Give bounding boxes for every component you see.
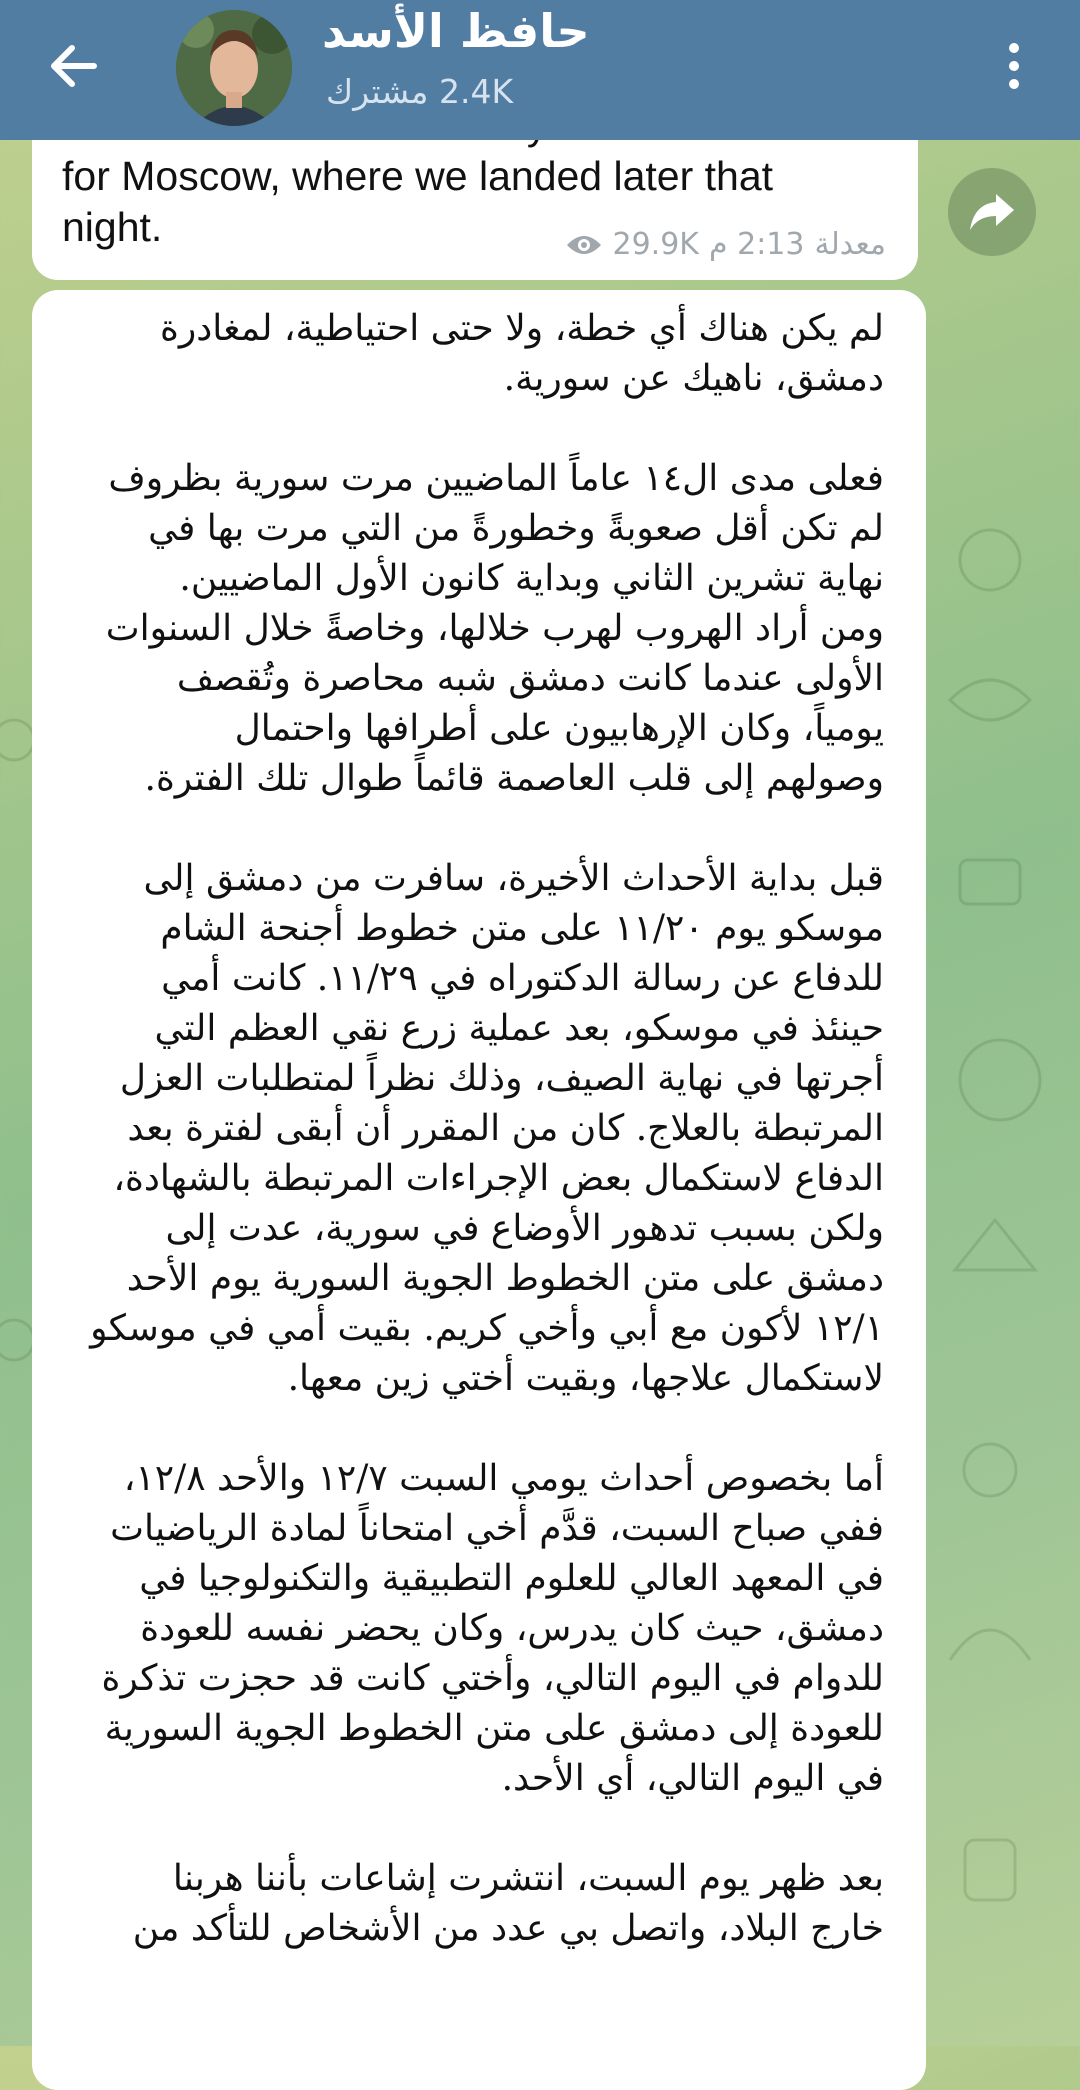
message-meta (565, 227, 887, 262)
message-line: night. (62, 204, 163, 250)
arrow-left-icon[interactable] (42, 34, 106, 98)
more-vertical-icon[interactable] (996, 34, 1032, 98)
message-line: وصولهم إلى قلب العاصمة قائماً طوال تلك الفترة. (144, 758, 884, 799)
channel-avatar[interactable] (176, 10, 292, 126)
message-line: لاستكمال علاجها، وبقيت أختي زين معها. (287, 1358, 884, 1399)
message-text (54, 304, 884, 2004)
message-line: دمشق، ناهيك عن سورية. (503, 358, 884, 399)
view-count: 29.9K (612, 227, 699, 262)
share-button[interactable] (948, 168, 1036, 256)
message-line: حينئذ في موسكو، بعد عملية زرع نقي العظم التي (154, 1008, 884, 1049)
message-line: ولكن بسبب تدهور الأوضاع في سورية، عدت إلى (165, 1208, 884, 1249)
message-paragraph (54, 454, 884, 804)
message-line: في المعهد العالي للعلوم التطبيقية والتكنولوجيا في (139, 1558, 884, 1599)
message-line: خارج البلاد، واتصل بي عدد من الأشخاص للتأكد من (132, 1908, 884, 1949)
message-line: ومن أراد الهروب لهرب خلالها، وخاصةً خلال السنوات (105, 608, 884, 649)
message-line: أما بخصوص أحداث يومي السبت ١٢/٧ والأحد ١٢/٨، (123, 1458, 884, 1499)
message-line: for Moscow, where we landed later that (62, 153, 774, 199)
message-line: أجرتها في نهاية الصيف، وذلك نظراً لمتطلبات العزل (119, 1058, 884, 1099)
message-paragraph (54, 1854, 884, 1954)
message-line: يومياً، وكان الإرهابيون على أطرافها واحتمال (234, 708, 884, 749)
message-line: لم تكن أقل صعوبةً وخطورةً من التي مرت بها في (148, 508, 884, 549)
message-line: قبل بداية الأحداث الأخيرة، سافرت من دمشق إلى (143, 858, 884, 899)
chat-header (0, 0, 1080, 140)
message-line: فعلى مدى ال١٤ عاماً الماضيين مرت سورية بظروف (108, 458, 884, 499)
message-line: المرتبطة بالعلاج. كان من المقرر أن أبقى لفترة بعد (127, 1108, 884, 1149)
message-line: نهاية تشرين الثاني وبداية كانون الأول الماضيين. (179, 558, 884, 599)
message-line: موسكو يوم ١١/٢٠ على متن خطوط أجنحة الشام (160, 908, 884, 949)
message-line: دمشق على متن الخطوط الجوية السورية يوم الأحد (126, 1258, 884, 1299)
edited-label: معدلة (814, 227, 886, 262)
message-line: ففي صباح السبت، قدَّم أخي امتحاناً لمادة الرياضيات (110, 1508, 884, 1549)
message-paragraph (54, 854, 884, 1404)
message-bubble[interactable] (32, 290, 926, 2090)
message-line: الدفاع لاستكمال بعض الإجراءات المرتبطة بالشهادة، (113, 1158, 884, 1199)
share-forward-icon (968, 190, 1016, 234)
message-line: للدفاع عن رسالة الدكتوراه في ١١/٢٩. كانت أمي (161, 958, 884, 999)
message-line: ١٢/١ لأكون مع أبي وأخي كريم. بقيت أمي في موسكو (90, 1308, 884, 1349)
message-line: في اليوم التالي، أي الأحد. (501, 1758, 884, 1799)
message-line: للعودة إلى دمشق على متن الخطوط الجوية السورية (104, 1708, 884, 1749)
message-paragraph (54, 1454, 884, 1804)
eye-icon (565, 232, 603, 258)
message-line: بعد ظهر يوم السبت، انتشرت إشاعات بأننا هربنا (172, 1858, 884, 1899)
message-line: لم يكن هناك أي خطة، ولا حتى احتياطية، لمغادرة (160, 308, 884, 349)
channel-name[interactable]: حافظ الأسد (322, 4, 590, 58)
message-line: دمشق، حيث كان يدرس، وكان يحضر نفسه للعودة (140, 1608, 884, 1649)
subscriber-count: 2.4K مشترك (326, 72, 514, 111)
message-line: الأولى عندما كانت دمشق شبه محاصرة وتُقصف (176, 658, 884, 699)
message-time: 2:13 م (708, 227, 805, 262)
message-paragraph (54, 304, 884, 404)
message-line: للدوام في اليوم التالي، وأختي كانت قد حجزت تذكرة (101, 1658, 884, 1699)
